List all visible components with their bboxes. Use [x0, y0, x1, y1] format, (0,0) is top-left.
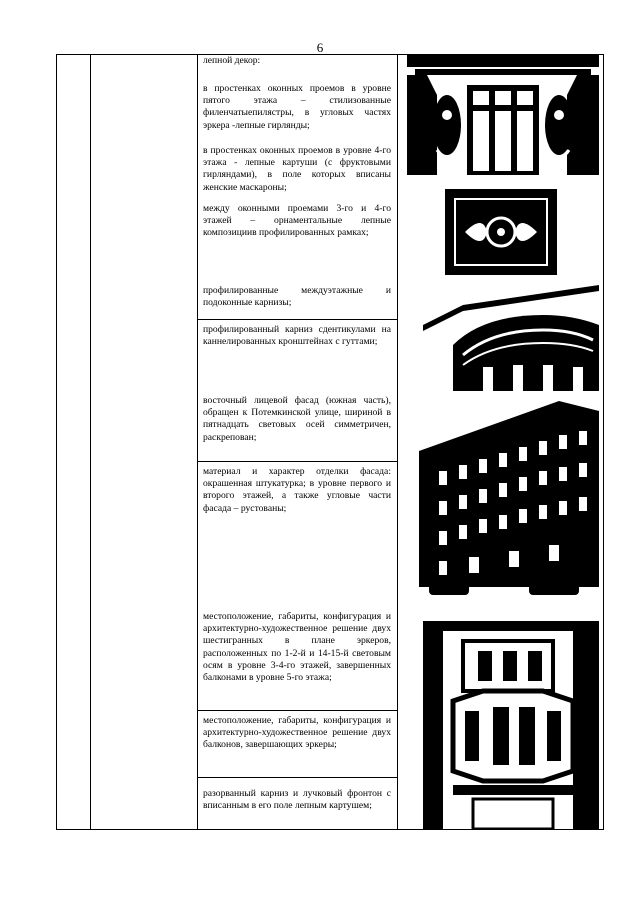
- column-divider: [90, 55, 91, 829]
- column-divider: [397, 55, 398, 829]
- row-separator: [197, 777, 397, 778]
- cornice-photo: [423, 285, 599, 395]
- protected-features-table: [56, 54, 604, 830]
- entry-text: между оконными проемами 3-го и 4-го этажей – орнаментальные лепные композициив профилированных рамках;: [203, 203, 391, 239]
- building-street-photo: [409, 391, 599, 605]
- entry-text: материал и характер отделки фасада: окрашенная штукатурка; в уровне первого и второго этажей, а также угловые части фасада – рустованы;: [203, 466, 391, 514]
- entry-text: в простенках оконных проемов в уровне 4-го этажа - лепные картуши (с фруктовыми гирляндами), в поле которых вписаны женские маскароны;: [203, 145, 391, 193]
- entry-text: профилированный карниз сдентикулами на каннелированных кронштейнах с гуттами;: [203, 324, 391, 348]
- ornamental-panel-photo: [445, 189, 557, 275]
- bay-window-photo: [423, 621, 599, 829]
- row-separator: [197, 461, 397, 462]
- entry-text: разорванный карниз и лучковый фронтон с вписанным в его поле лепным картушем;: [203, 788, 391, 812]
- entry-text: лепной декор:: [203, 55, 261, 66]
- entry-text: профилированные междуэтажные и подоконные карнизы;: [203, 285, 391, 309]
- entry-text: местоположение, габариты, конфигурация и архитектурно-художественное решение двух балконов, завершающих эркеры;: [203, 715, 391, 751]
- facade-window-decor-photo: [407, 55, 599, 175]
- column-divider: [197, 55, 198, 829]
- page-number: 6: [316, 40, 324, 55]
- entry-text: местоположение, габариты, конфигурация и архитектурно-художественное решение двух шестигранных в плане эркеров, расположенных по 1-2-й и 14-15-й световым осям в уровне 3-4-го этажей, завершенных балконами в уровне 5-го этажа;: [203, 611, 391, 684]
- entry-text: в простенках оконных проемов в уровне пятого этажа – стилизованные филенчатыепилястры, в угловых частях эркера -лепные гирлянды;: [203, 83, 391, 131]
- entry-text: восточный лицевой фасад (южная часть), обращен к Потемкинской улице, шириной в пятнадцать световых осей симметричен, раскрепован;: [203, 395, 391, 443]
- row-separator: [197, 319, 397, 320]
- row-separator: [197, 710, 397, 711]
